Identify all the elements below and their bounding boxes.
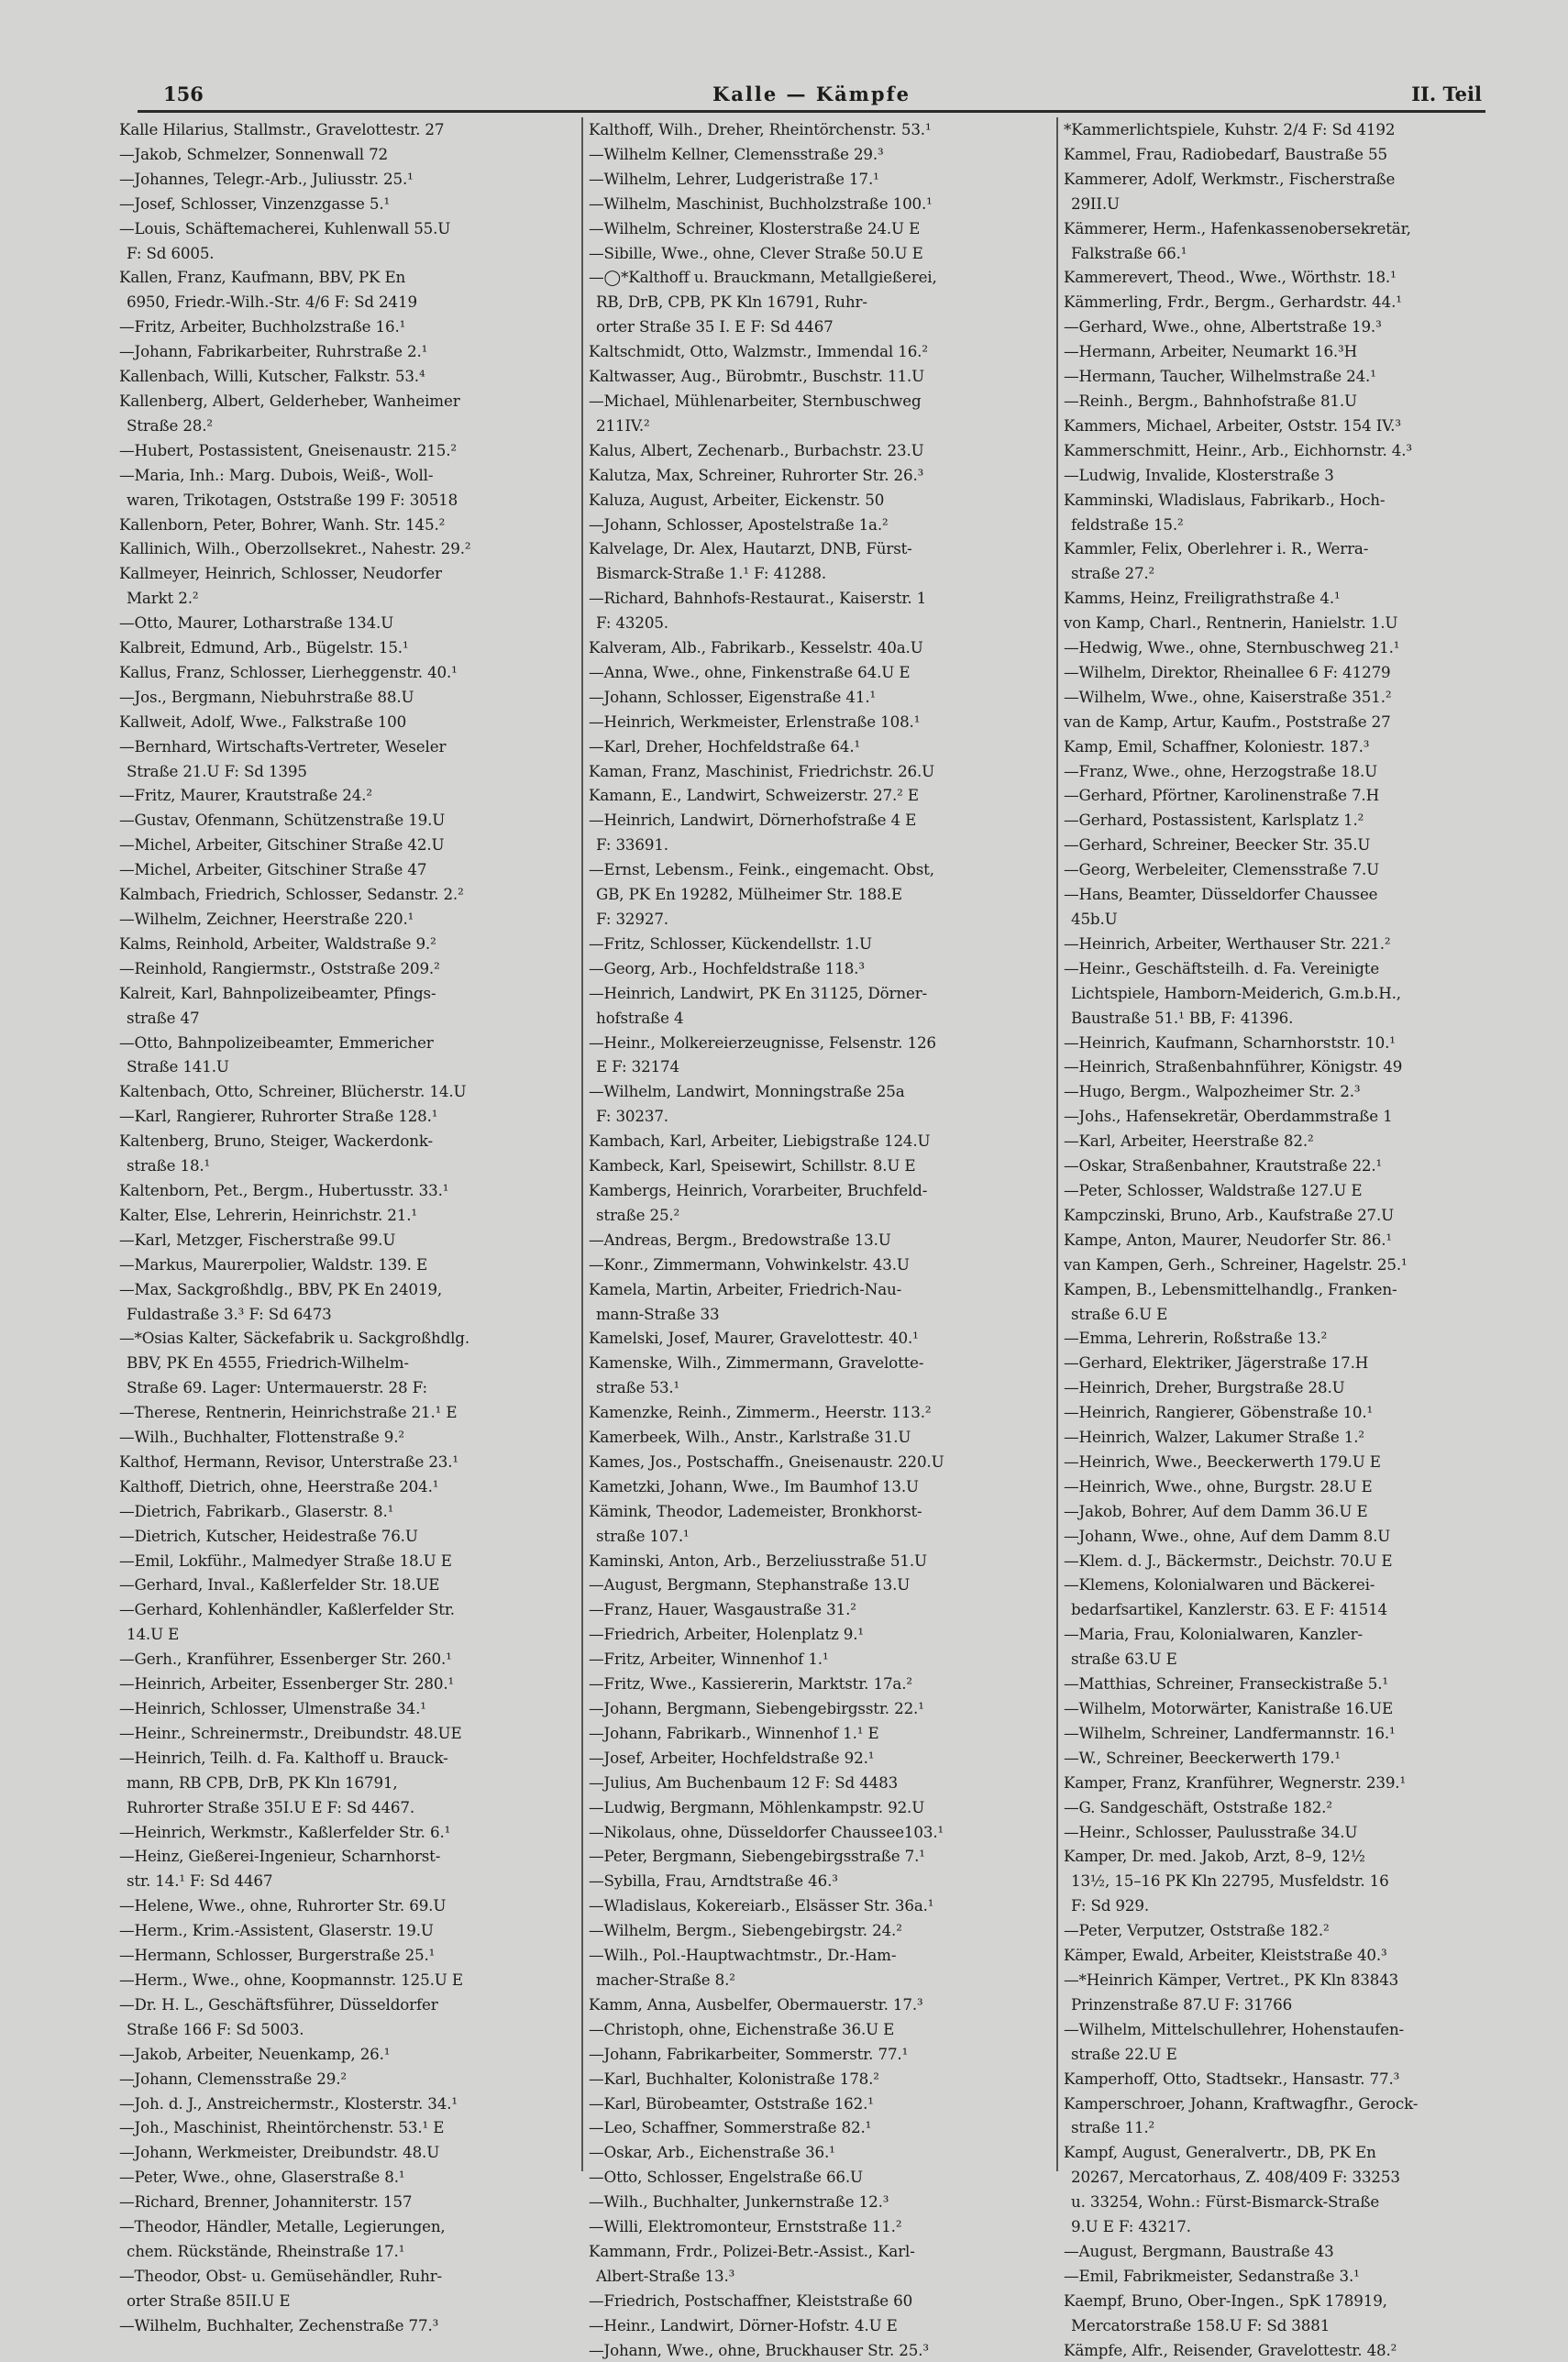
entry-line: Falkstraße 66.¹: [1071, 243, 1187, 262]
entry-line: —Michel, Arbeiter, Gitschiner Straße 42.U: [119, 835, 445, 855]
entry-line: bedarfsartikel, Kanzlerstr. 63. E F: 41514: [1071, 1600, 1387, 1619]
entry-line: Markt 2.²: [127, 589, 199, 608]
entry-line: Lichtspiele, Hamborn-Meiderich, G.m.b.H.,: [1071, 983, 1401, 1002]
entry-line: —Wilh., Pol.-Hauptwachtmstr., Dr.-Ham-: [589, 1946, 897, 1965]
entry-line: —Ludwig, Bergmann, Möhlenkampstr. 92.U: [589, 1797, 925, 1816]
entry-line: —Wilh., Buchhalter, Junkernstraße 12.³: [589, 2192, 889, 2212]
entry-line: —Josef, Schlosser, Vinzenzgasse 5.¹: [119, 193, 391, 213]
entry-line: —Emil, Lokführ., Malmedyer Straße 18.U E: [119, 1551, 452, 1570]
entry-line: u. 33254, Wohn.: Fürst-Bismarck-Straße: [1071, 2192, 1380, 2212]
entry-line: Kalthof, Hermann, Revisor, Unterstraße 23.¹: [119, 1451, 458, 1471]
entry-line: orter Straße 85II.U E: [127, 2290, 291, 2310]
entry-line: Kämink, Theodor, Lademeister, Bronkhorst-: [589, 1501, 922, 1520]
entry-line: straße 27.²: [1071, 564, 1155, 583]
entry-line: —Wilhelm Kellner, Clemensstraße 29.³: [589, 144, 884, 163]
entry-line: —Herm., Wwe., ohne, Koopmannstr. 125.U E: [119, 1970, 463, 1989]
entry-line: —Dietrich, Kutscher, Heidestraße 76.U: [119, 1526, 418, 1545]
section-part: II. Teil: [1411, 83, 1482, 105]
entry-line: —Hermann, Arbeiter, Neumarkt 16.³H: [1064, 342, 1358, 361]
entry-line: —Emil, Fabrikmeister, Sedanstraße 3.¹: [1064, 2266, 1360, 2285]
entry-line: —Heinrich, Kaufmann, Scharnhorststr. 10.¹: [1064, 1032, 1396, 1052]
entry-line: —Heinrich, Straßenbahnführer, Königstr. 49: [1064, 1057, 1403, 1076]
entry-line: —Heinr., Landwirt, Dörner-Hofstr. 4.U E: [589, 2315, 898, 2334]
entry-line: —Wilhelm, Zeichner, Heerstraße 220.¹: [119, 910, 414, 928]
entry-line: —Jakob, Bohrer, Auf dem Damm 36.U E: [1064, 1501, 1368, 1520]
entry-line: —Peter, Schlosser, Waldstraße 127.U E: [1064, 1180, 1363, 1199]
entry-line: —Willi, Elektromonteur, Ernststraße 11.²: [589, 2217, 902, 2236]
entry-line: —Gerhard, Schreiner, Beecker Str. 35.U: [1064, 835, 1371, 855]
entry-line: —Ernst, Lebensm., Feink., eingemacht. Obst,: [589, 860, 934, 879]
entry-line: Bismarck-Straße 1.¹ F: 41288.: [596, 564, 826, 583]
entry-line: —Gerhard, Wwe., ohne, Albertstraße 19.³: [1064, 317, 1382, 337]
entry-line: —Fritz, Arbeiter, Winnenhof 1.¹: [589, 1650, 829, 1669]
entry-line: —Matthias, Schreiner, Franseckistraße 5.¹: [1064, 1674, 1388, 1694]
entry-line: —Hans, Beamter, Düsseldorfer Chaussee: [1064, 885, 1378, 904]
entry-line: Kallenbach, Willi, Kutscher, Falkstr. 53.⁴: [119, 367, 425, 386]
entry-line: Kallenberg, Albert, Gelderheber, Wanheimer: [119, 391, 460, 410]
entry-line: —Maria, Inh.: Marg. Dubois, Weiß-, Woll-: [119, 465, 434, 484]
entry-line: Kammann, Frdr., Polizei-Betr.-Assist., Karl-: [589, 2241, 915, 2260]
entry-line: —Therese, Rentnerin, Heinrichstraße 21.¹ E: [119, 1403, 458, 1422]
entry-line: —Gerhard, Elektriker, Jägerstraße 17.H: [1064, 1353, 1369, 1373]
entry-line: Kamper, Franz, Kranführer, Wegnerstr. 239.¹: [1064, 1772, 1406, 1792]
entry-line: —Wilhelm, Maschinist, Buchholzstraße 100.¹: [589, 193, 933, 213]
entry-line: —Klem. d. J., Bäckermstr., Deichstr. 70.U E: [1064, 1551, 1393, 1570]
entry-line: Kamenske, Wilh., Zimmermann, Gravelotte-: [589, 1353, 924, 1373]
entry-line: —Gerhard, Postassistent, Karlsplatz 1.²: [1064, 811, 1364, 830]
entry-line: —Heinr., Molkereierzeugnisse, Felsenstr. 126: [589, 1032, 936, 1052]
entry-line: Fuldastraße 3.³ F: Sd 6473: [127, 1304, 332, 1323]
entry-line: Kämper, Ewald, Arbeiter, Kleiststraße 40.³: [1064, 1946, 1387, 1965]
entry-line: mann-Straße 33: [596, 1304, 720, 1323]
entry-line: von Kamp, Charl., Rentnerin, Hanielstr. 1.U: [1064, 613, 1398, 633]
entry-line: Kallus, Franz, Schlosser, Lierheggenstr. 40.¹: [119, 662, 458, 681]
entry-line: —Heinrich, Landwirt, Dörnerhofstraße 4 E: [589, 811, 917, 830]
entry-line: Kames, Jos., Postschaffn., Gneisenaustr. 220.U: [589, 1451, 944, 1471]
entry-line: GB, PK En 19282, Mülheimer Str. 188.E: [596, 885, 902, 904]
entry-line: mann, RB CPB, DrB, PK Kln 16791,: [127, 1772, 398, 1792]
entry-line: F: Sd 6005.: [127, 243, 215, 262]
entry-line: Kallen, Franz, Kaufmann, BBV, PK En: [119, 268, 406, 287]
entry-line: —Wladislaus, Kokereiarb., Elsässer Str. 36a.¹: [589, 1896, 934, 1915]
entry-line: 20267, Mercatorhaus, Z. 408/409 F: 33253: [1071, 2168, 1400, 2187]
entry-line: —Peter, Verputzer, Oststraße 182.²: [1064, 1921, 1330, 1940]
entry-line: —Karl, Buchhalter, Kolonistraße 178.²: [589, 2069, 879, 2088]
entry-line: Kamper, Dr. med. Jakob, Arzt, 8–9, 12½: [1064, 1847, 1365, 1866]
entry-line: —Gerhard, Inval., Kaßlerfelder Str. 18.UE: [119, 1575, 440, 1595]
entry-line: —Heinrich, Walzer, Lakumer Straße 1.²: [1064, 1428, 1364, 1447]
entry-line: —August, Bergmann, Baustraße 43: [1064, 2241, 1334, 2260]
entry-line: —Dietrich, Fabrikarb., Glaserstr. 8.¹: [119, 1501, 394, 1520]
entry-line: —Otto, Maurer, Lotharstraße 134.U: [119, 613, 394, 633]
entry-line: —Jakob, Schmelzer, Sonnenwall 72: [119, 144, 388, 163]
entry-line: —Herm., Krim.-Assistent, Glaserstr. 19.U: [119, 1921, 434, 1940]
entry-line: Kammler, Felix, Oberlehrer i. R., Werra-: [1064, 539, 1369, 558]
entry-line: 29II.U: [1071, 193, 1120, 213]
entry-line: —Gerhard, Kohlenhändler, Kaßlerfelder Str.: [119, 1600, 455, 1619]
entry-line: straße 25.²: [596, 1205, 680, 1224]
entry-line: F: 30237.: [596, 1107, 668, 1126]
entry-line: —Hugo, Bergm., Walpozheimer Str. 2.³: [1064, 1082, 1361, 1101]
entry-line: —Heinrich, Rangierer, Göbenstraße 10.¹: [1064, 1403, 1374, 1422]
entry-line: —Georg, Arb., Hochfeldstraße 118.³: [589, 958, 865, 977]
entry-line: —Wilhelm, Bergm., Siebengebirgstr. 24.²: [589, 1921, 902, 1940]
entry-line: Kammerschmitt, Heinr., Arb., Eichhornstr. 4.³: [1064, 440, 1412, 459]
entry-line: F: 43205.: [596, 613, 668, 633]
entry-line: Kampczinski, Bruno, Arb., Kaufstraße 27.U: [1064, 1205, 1395, 1224]
entry-line: —Heinr., Schreinermstr., Dreibundstr. 48.UE: [119, 1723, 462, 1742]
entry-line: straße 53.¹: [596, 1378, 680, 1397]
entry-line: 9.U E F: 43217.: [1071, 2217, 1191, 2236]
entry-line: straße 11.²: [1071, 2118, 1155, 2137]
column-1: [119, 117, 570, 2334]
entry-line: —Johann, Fabrikarbeiter, Ruhrstraße 2.¹: [119, 342, 428, 361]
entry-line: —Wilhelm, Buchhalter, Zechenstraße 77.³: [119, 2315, 439, 2334]
entry-line: —Wilhelm, Lehrer, Ludgeristraße 17.¹: [589, 169, 879, 188]
entry-line: —Peter, Wwe., ohne, Glaserstraße 8.¹: [119, 2168, 405, 2187]
entry-line: Kamperhoff, Otto, Stadtsekr., Hansastr. 77.³: [1064, 2069, 1400, 2088]
entry-line: —Heinr., Schlosser, Paulusstraße 34.U: [1064, 1822, 1358, 1841]
entry-line: —Jakob, Arbeiter, Neuenkamp, 26.¹: [119, 2044, 391, 2063]
entry-line: straße 18.¹: [127, 1156, 211, 1175]
entry-line: —Hermann, Schlosser, Burgerstraße 25.¹: [119, 1946, 436, 1965]
entry-line: 13½, 15–16 PK Kln 22795, Musfeldstr. 16: [1071, 1871, 1389, 1891]
entry-line: —Karl, Metzger, Fischerstraße 99.U: [119, 1230, 396, 1249]
entry-line: Kampe, Anton, Maurer, Neudorfer Str. 86.¹: [1064, 1230, 1392, 1249]
entry-line: Kalbreit, Edmund, Arb., Bügelstr. 15.¹: [119, 638, 409, 657]
entry-line: —◯*Kalthoff u. Brauckmann, Metallgießerei,: [589, 268, 937, 287]
entry-line: —Helene, Wwe., ohne, Ruhrorter Str. 69.U: [119, 1896, 447, 1915]
header-rule: [138, 110, 1485, 113]
entry-line: —Anna, Wwe., ohne, Finkenstraße 64.U E: [589, 662, 911, 681]
entry-line: —Maria, Frau, Kolonialwaren, Kanzler-: [1064, 1625, 1363, 1644]
entry-line: —Wilhelm, Wwe., ohne, Kaiserstraße 351.²: [1064, 687, 1392, 706]
entry-line: —Joh., Maschinist, Rheintörchenstr. 53.¹ E: [119, 2118, 445, 2137]
entry-line: Kalus, Albert, Zechenarb., Burbachstr. 23.U: [589, 440, 924, 459]
entry-line: Kaempf, Bruno, Ober-Ingen., SpK 178919,: [1064, 2290, 1387, 2310]
entry-line: —Gerhard, Pförtner, Karolinenstraße 7.H: [1064, 786, 1379, 805]
entry-line: Kamperschroer, Johann, Kraftwagfhr., Gerock-: [1064, 2093, 1419, 2113]
entry-line: —Heinrich, Werkmeister, Erlenstraße 108.¹: [589, 712, 921, 731]
entry-line: Kalter, Else, Lehrerin, Heinrichstr. 21.¹: [119, 1205, 417, 1224]
entry-line: —Karl, Dreher, Hochfeldstraße 64.¹: [589, 736, 861, 756]
page-title: Kalle — Kämpfe: [712, 83, 911, 105]
entry-line: —Oskar, Arb., Eichenstraße 36.¹: [589, 2143, 835, 2162]
entry-line: Kaltschmidt, Otto, Walzmstr., Immendal 16.²: [589, 342, 928, 361]
entry-line: —Max, Sackgroßhdlg., BBV, PK En 24019,: [119, 1279, 442, 1298]
entry-line: —Leo, Schaffner, Sommerstraße 82.¹: [589, 2118, 872, 2137]
entry-line: orter Straße 35 I. E F: Sd 4467: [596, 317, 834, 337]
entry-line: van Kampen, Gerh., Schreiner, Hagelstr. 25.¹: [1064, 1254, 1408, 1274]
entry-line: —Fritz, Maurer, Krautstraße 24.²: [119, 786, 372, 805]
entry-line: —Wilhelm, Mittelschullehrer, Hohenstaufen-: [1064, 2019, 1405, 2038]
entry-line: —Jos., Bergmann, Niebuhrstraße 88.U: [119, 687, 414, 706]
entry-line: str. 14.¹ F: Sd 4467: [127, 1871, 273, 1891]
entry-line: Kampf, August, Generalvertr., DB, PK En: [1064, 2143, 1376, 2162]
entry-line: Kalreit, Karl, Bahnpolizeibeamter, Pfings-: [119, 983, 436, 1002]
column-divider: [581, 117, 583, 2171]
entry-line: Kamann, E., Landwirt, Schweizerstr. 27.² E: [589, 786, 919, 805]
entry-line: —Hubert, Postassistent, Gneisenaustr. 215.²: [119, 440, 457, 459]
entry-line: straße 22.U E: [1071, 2044, 1177, 2063]
entry-line: —Wilhelm, Schreiner, Landfermannstr. 16.¹: [1064, 1723, 1396, 1742]
entry-line: Straße 141.U: [127, 1057, 229, 1076]
entry-line: straße 6.U E: [1071, 1304, 1168, 1323]
entry-line: chem. Rückstände, Rheinstraße 17.¹: [127, 2241, 405, 2260]
entry-line: —Heinrich, Arbeiter, Werthauser Str. 221.²: [1064, 933, 1391, 953]
entry-line: 211IV.²: [596, 415, 650, 435]
entry-line: Kamminski, Wladislaus, Fabrikarb., Hoch-: [1064, 490, 1386, 509]
entry-line: Kallenborn, Peter, Bohrer, Wanh. Str. 145.²: [119, 514, 446, 534]
entry-line: —Hedwig, Wwe., ohne, Sternbuschweg 21.¹: [1064, 638, 1400, 657]
entry-line: —Wilhelm, Direktor, Rheinallee 6 F: 41279: [1064, 662, 1391, 681]
entry-line: straße 63.U E: [1071, 1650, 1177, 1669]
entry-line: Albert-Straße 13.³: [596, 2266, 735, 2285]
entry-line: —Heinrich, Landwirt, PK En 31125, Dörner-: [589, 983, 928, 1002]
entry-line: Kallmeyer, Heinrich, Schlosser, Neudorfer: [119, 564, 442, 583]
column-3: [1064, 117, 1522, 2359]
entry-line: —Johs., Hafensekretär, Oberdammstraße 1: [1064, 1107, 1393, 1126]
entry-line: E F: 32174: [596, 1057, 679, 1076]
entry-line: Mercatorstraße 158.U F: Sd 3881: [1071, 2315, 1331, 2334]
entry-line: —Johannes, Telegr.-Arb., Juliusstr. 25.¹: [119, 169, 414, 188]
entry-line: —Johann, Clemensstraße 29.²: [119, 2069, 347, 2088]
entry-line: —*Heinrich Kämper, Vertret., PK Kln 83843: [1064, 1970, 1399, 1989]
entry-line: —Louis, Schäftemacherei, Kuhlenwall 55.U: [119, 218, 451, 237]
entry-line: —Theodor, Händler, Metalle, Legierungen,: [119, 2217, 446, 2236]
entry-line: —Heinrich, Schlosser, Ulmenstraße 34.¹: [119, 1699, 426, 1717]
entry-line: —Dr. H. L., Geschäftsführer, Düsseldorfer: [119, 1994, 438, 2014]
entry-line: —Johann, Werkmeister, Dreibundstr. 48.U: [119, 2143, 440, 2162]
page-header: [138, 79, 1485, 110]
entry-line: —Gustav, Ofenmann, Schützenstraße 19.U: [119, 811, 446, 830]
entry-line: —Heinrich, Arbeiter, Essenberger Str. 280.¹: [119, 1674, 455, 1694]
entry-line: —Gerh., Kranführer, Essenberger Str. 260.¹: [119, 1650, 452, 1669]
entry-line: Kaluza, August, Arbeiter, Eickenstr. 50: [589, 490, 885, 509]
entry-line: —Heinrich, Wwe., ohne, Burgstr. 28.U E: [1064, 1476, 1373, 1496]
entry-line: Kammel, Frau, Radiobedarf, Baustraße 55: [1064, 144, 1387, 163]
entry-line: —Joh. d. J., Anstreichermstr., Klosterstr. 34.¹: [119, 2093, 458, 2113]
entry-line: —W., Schreiner, Beeckerwerth 179.¹: [1064, 1748, 1341, 1767]
entry-line: Kamerbeek, Wilh., Anstr., Karlstraße 31.U: [589, 1428, 911, 1447]
entry-line: —Michael, Mühlenarbeiter, Sternbuschweg: [589, 391, 922, 410]
entry-line: —Fritz, Wwe., Kassiererin, Marktstr. 17a.²: [589, 1674, 912, 1694]
entry-line: Kambergs, Heinrich, Vorarbeiter, Bruchfeld-: [589, 1180, 928, 1199]
entry-line: —Emma, Lehrerin, Roßstraße 13.²: [1064, 1329, 1328, 1348]
entry-line: Ruhrorter Straße 35I.U E F: Sd 4467.: [127, 1797, 415, 1816]
page-number: 156: [163, 83, 204, 105]
entry-line: Kalthoff, Dietrich, ohne, Heerstraße 204.¹: [119, 1476, 439, 1496]
entry-line: Straße 21.U F: Sd 1395: [127, 761, 307, 780]
entry-line: —Wilh., Buchhalter, Flottenstraße 9.²: [119, 1428, 404, 1447]
entry-line: —Reinh., Bergm., Bahnhofstraße 81.U: [1064, 391, 1357, 410]
entry-line: —Wilhelm, Schreiner, Klosterstraße 24.U E: [589, 218, 921, 237]
entry-line: van de Kamp, Artur, Kaufm., Poststraße 27: [1064, 712, 1391, 731]
entry-line: Kalvelage, Dr. Alex, Hautarzt, DNB, Fürst-: [589, 539, 912, 558]
entry-line: straße 107.¹: [596, 1526, 690, 1545]
entry-line: —August, Bergmann, Stephanstraße 13.U: [589, 1575, 911, 1595]
entry-line: —Richard, Brenner, Johanniterstr. 157: [119, 2192, 413, 2212]
entry-line: —G. Sandgeschäft, Oststraße 182.²: [1064, 1797, 1332, 1816]
entry-line: 6950, Friedr.-Wilh.-Str. 4/6 F: Sd 2419: [127, 292, 417, 312]
entry-line: Straße 166 F: Sd 5003.: [127, 2019, 304, 2038]
entry-line: F: Sd 929.: [1071, 1896, 1149, 1915]
entry-line: —Karl, Rangierer, Ruhrorter Straße 128.¹: [119, 1107, 438, 1126]
entry-line: hofstraße 4: [596, 1008, 684, 1027]
entry-line: —Karl, Arbeiter, Heerstraße 82.²: [1064, 1131, 1314, 1151]
entry-line: —Wilhelm, Landwirt, Monningstraße 25a: [589, 1082, 905, 1101]
entry-line: Kamenzke, Reinh., Zimmerm., Heerstr. 113.²: [589, 1403, 932, 1422]
entry-line: RB, DrB, CPB, PK Kln 16791, Ruhr-: [596, 292, 867, 312]
entry-line: *Kammerlichtspiele, Kuhstr. 2/4 F: Sd 4192: [1064, 120, 1396, 138]
entry-line: Kalutza, Max, Schreiner, Ruhrorter Str. 26.³: [589, 465, 924, 484]
entry-line: Kambach, Karl, Arbeiter, Liebigstraße 124.U: [589, 1131, 931, 1151]
entry-line: —Julius, Am Buchenbaum 12 F: Sd 4483: [589, 1772, 899, 1792]
entry-line: —Johann, Schlosser, Apostelstraße 1a.²: [589, 514, 889, 534]
column-divider: [1056, 117, 1058, 2171]
entry-line: Prinzenstraße 87.U F: 31766: [1071, 1994, 1293, 2014]
entry-line: —Heinrich, Teilh. d. Fa. Kalthoff u. Brauck-: [119, 1748, 448, 1767]
entry-line: —Theodor, Obst- u. Gemüsehändler, Ruhr-: [119, 2266, 443, 2285]
entry-line: —Bernhard, Wirtschafts-Vertreter, Weseler: [119, 736, 447, 756]
entry-line: —Friedrich, Arbeiter, Holenplatz 9.¹: [589, 1625, 864, 1644]
entry-line: —Christoph, ohne, Eichenstraße 36.U E: [589, 2019, 895, 2038]
entry-line: Kaminski, Anton, Arb., Berzeliusstraße 51.U: [589, 1551, 927, 1570]
entry-line: —Peter, Bergmann, Siebengebirgsstraße 7.¹: [589, 1847, 925, 1866]
entry-line: Kaltenberg, Bruno, Steiger, Wackerdonk-: [119, 1131, 434, 1151]
entry-line: —Hermann, Taucher, Wilhelmstraße 24.¹: [1064, 367, 1376, 386]
entry-line: Kaltwasser, Aug., Bürobmtr., Buschstr. 11.U: [589, 367, 924, 386]
entry-line: 14.U E: [127, 1625, 180, 1644]
entry-line: Straße 28.²: [127, 415, 213, 435]
entry-line: —Otto, Bahnpolizeibeamter, Emmericher: [119, 1032, 434, 1052]
entry-line: —Franz, Hauer, Wasgaustraße 31.²: [589, 1600, 856, 1619]
entry-line: F: 33691.: [596, 835, 668, 855]
entry-line: Kaltenbach, Otto, Schreiner, Blücherstr. 14.U: [119, 1082, 467, 1101]
entry-line: —Richard, Bahnhofs-Restaurat., Kaiserstr. 1: [589, 589, 927, 608]
entry-line: —Klemens, Kolonialwaren und Bäckerei-: [1064, 1575, 1375, 1595]
entry-line: —Heinz, Gießerei-Ingenieur, Scharnhorst-: [119, 1847, 441, 1866]
entry-line: —Nikolaus, ohne, Düsseldorfer Chaussee103.¹: [589, 1822, 944, 1841]
entry-line: —Georg, Werbeleiter, Clemensstraße 7.U: [1064, 860, 1380, 879]
entry-line: Kaman, Franz, Maschinist, Friedrichstr. 26.U: [589, 761, 935, 780]
entry-line: —Markus, Maurerpolier, Waldstr. 139. E: [119, 1254, 428, 1274]
entry-line: —Otto, Schlosser, Engelstraße 66.U: [589, 2168, 863, 2187]
entry-line: 45b.U: [1071, 910, 1118, 928]
entry-line: Straße 69. Lager: Untermauerstr. 28 F:: [127, 1378, 427, 1397]
entry-line: Kamela, Martin, Arbeiter, Friedrich-Nau-: [589, 1279, 902, 1298]
entry-line: Kallinich, Wilh., Oberzollsekret., Nahestr. 29.²: [119, 539, 471, 558]
entry-line: Kamp, Emil, Schaffner, Koloniestr. 187.³: [1064, 736, 1370, 756]
entry-line: —Heinr., Geschäftsteilh. d. Fa. Vereinigte: [1064, 958, 1380, 977]
entry-line: —Josef, Arbeiter, Hochfeldstraße 92.¹: [589, 1748, 875, 1767]
entry-line: —Johann, Bergmann, Siebengebirgsstr. 22.¹: [589, 1699, 924, 1717]
entry-line: Kalle Hilarius, Stallmstr., Gravelottestr. 27: [119, 120, 445, 138]
entry-line: —Heinrich, Werkmstr., Kaßlerfelder Str. 6.¹: [119, 1822, 451, 1841]
entry-line: Kamm, Anna, Ausbelfer, Obermauerstr. 17.³: [589, 1994, 923, 2014]
entry-line: Kametzki, Johann, Wwe., Im Baumhof 13.U: [589, 1476, 919, 1496]
entry-line: —Johann, Wwe., ohne, Auf dem Damm 8.U: [1064, 1526, 1391, 1545]
entry-line: —Friedrich, Postschaffner, Kleiststraße 60: [589, 2290, 913, 2310]
entry-line: Kalthoff, Wilh., Dreher, Rheintörchenstr. 53.¹: [589, 120, 932, 138]
entry-line: —Johann, Fabrikarbeiter, Sommerstr. 77.¹: [589, 2044, 909, 2063]
entry-line: —Johann, Wwe., ohne, Bruckhauser Str. 25.³: [589, 2340, 929, 2359]
entry-line: Kämmerer, Herm., Hafenkassenobersekretär,: [1064, 218, 1411, 237]
entry-line: Kalms, Reinhold, Arbeiter, Waldstraße 9.²: [119, 933, 436, 953]
entry-line: feldstraße 15.²: [1071, 514, 1184, 534]
entry-line: Kämpfe, Alfr., Reisender, Gravelottestr. 48.²: [1064, 2340, 1397, 2359]
entry-line: —Sibille, Wwe., ohne, Clever Straße 50.U E: [589, 243, 923, 262]
entry-line: Kaltenborn, Pet., Bergm., Hubertusstr. 33.¹: [119, 1180, 449, 1199]
entry-line: macher-Straße 8.²: [596, 1970, 735, 1989]
entry-line: —Karl, Bürobeamter, Oststraße 162.¹: [589, 2093, 874, 2113]
entry-line: —*Osias Kalter, Säckefabrik u. Sackgroßhdlg.: [119, 1329, 469, 1348]
entry-line: Kambeck, Karl, Speisewirt, Schillstr. 8.U E: [589, 1156, 916, 1175]
entry-line: —Johann, Schlosser, Eigenstraße 41.¹: [589, 687, 877, 706]
entry-line: —Sybilla, Frau, Arndtstraße 46.³: [589, 1871, 838, 1891]
entry-line: F: 32927.: [596, 910, 668, 928]
entry-line: Kämmerling, Frdr., Bergm., Gerhardstr. 44.¹: [1064, 292, 1402, 312]
entry-line: —Michel, Arbeiter, Gitschiner Straße 47: [119, 860, 427, 879]
entry-line: —Ludwig, Invalide, Klosterstraße 3: [1064, 465, 1334, 484]
entry-line: —Wilhelm, Motorwärter, Kanistraße 16.UE: [1064, 1699, 1393, 1717]
entry-line: —Reinhold, Rangiermstr., Oststraße 209.²: [119, 958, 440, 977]
entry-line: —Andreas, Bergm., Bredowstraße 13.U: [589, 1230, 891, 1249]
entry-line: Kalveram, Alb., Fabrikarb., Kesselstr. 40a.U: [589, 638, 923, 657]
entry-line: —Fritz, Schlosser, Kückendellstr. 1.U: [589, 933, 872, 953]
entry-line: Kamms, Heinz, Freiligrathstraße 4.¹: [1064, 589, 1341, 608]
entry-line: —Fritz, Arbeiter, Buchholzstraße 16.¹: [119, 317, 406, 337]
entry-line: Kammerer, Adolf, Werkmstr., Fischerstraße: [1064, 169, 1396, 188]
column-2: [589, 117, 1045, 2359]
entry-line: waren, Trikotagen, Oststraße 199 F: 30518: [127, 490, 458, 509]
entry-line: Kammerevert, Theod., Wwe., Wörthstr. 18.¹: [1064, 268, 1397, 287]
entry-line: —Konr., Zimmermann, Vohwinkelstr. 43.U: [589, 1254, 910, 1274]
entry-line: straße 47: [127, 1008, 200, 1027]
entry-line: Kallweit, Adolf, Wwe., Falkstraße 100: [119, 712, 407, 731]
entry-line: —Johann, Fabrikarb., Winnenhof 1.¹ E: [589, 1723, 879, 1742]
entry-line: Baustraße 51.¹ BB, F: 41396.: [1071, 1008, 1294, 1027]
entry-line: Kalmbach, Friedrich, Schlosser, Sedanstr. 2.²: [119, 885, 464, 904]
entry-line: —Heinrich, Dreher, Burgstraße 28.U: [1064, 1378, 1345, 1397]
entry-line: —Franz, Wwe., ohne, Herzogstraße 18.U: [1064, 761, 1378, 780]
entry-line: Kampen, B., Lebensmittelhandlg., Franken-: [1064, 1279, 1397, 1298]
entry-line: Kamelski, Josef, Maurer, Gravelottestr. 40.¹: [589, 1329, 919, 1348]
entry-line: —Oskar, Straßenbahner, Krautstraße 22.¹: [1064, 1156, 1383, 1175]
entry-line: Kammers, Michael, Arbeiter, Oststr. 154 IV.³: [1064, 415, 1401, 435]
entry-line: —Heinrich, Wwe., Beeckerwerth 179.U E: [1064, 1451, 1381, 1471]
entry-line: BBV, PK En 4555, Friedrich-Wilhelm-: [127, 1353, 409, 1373]
